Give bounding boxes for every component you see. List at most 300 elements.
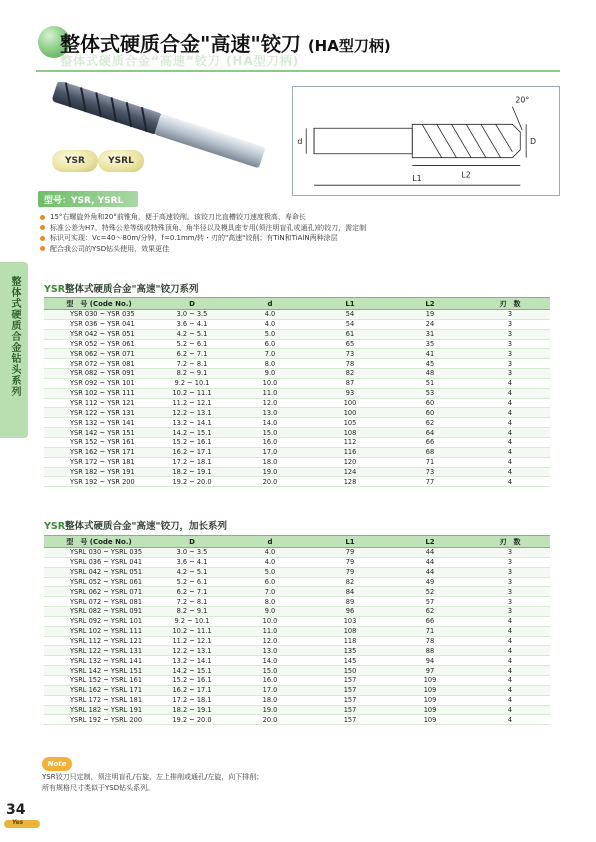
feature-list (40, 212, 560, 254)
table-cell: 116 (310, 447, 390, 457)
side-tab (0, 262, 28, 438)
table-cell: 79 (310, 548, 390, 558)
column-header: 型 号 (Code No.) (44, 536, 154, 548)
table-cell: 120 (310, 457, 390, 467)
table-cell: 62 (390, 418, 470, 428)
table-cell: 48 (390, 369, 470, 379)
table-cell: 157 (310, 685, 390, 695)
table-cell: 4.0 (230, 310, 310, 320)
table-cell: YSRL 122 ~ YSRL 131 (44, 646, 154, 656)
table-cell: 15.2 ~ 16.1 (154, 437, 230, 447)
table-cell: 10.2 ~ 11.1 (154, 388, 230, 398)
table-cell: YSRL 162 ~ YSRL 171 (44, 685, 154, 695)
page-title-sub: (HA型刀柄) (307, 37, 391, 55)
column-header: d (230, 298, 310, 310)
table-cell: 108 (310, 626, 390, 636)
table-cell: 4.0 (230, 557, 310, 567)
table-row (44, 369, 550, 379)
table-cell: YSR 142 ~ YSR 151 (44, 428, 154, 438)
table-cell: 7.2 ~ 8.1 (154, 597, 230, 607)
table-cell: 6.0 (230, 577, 310, 587)
page-number: 34 (6, 802, 26, 818)
table-cell: 79 (310, 567, 390, 577)
table-cell: 19.0 (230, 705, 310, 715)
reamer-drawing (292, 86, 560, 196)
table-cell: 12.2 ~ 13.1 (154, 646, 230, 656)
table-cell: 157 (310, 705, 390, 715)
table-cell: 6.2 ~ 7.1 (154, 587, 230, 597)
table-cell: 4 (470, 675, 550, 685)
table-cell: YSR 162 ~ YSR 171 (44, 447, 154, 457)
table-cell: 60 (390, 408, 470, 418)
table-cell: 8.2 ~ 9.1 (154, 369, 230, 379)
table-cell: 3 (470, 369, 550, 379)
table-cell: 3 (470, 577, 550, 587)
table-row (44, 418, 550, 428)
table-cell: YSRL 192 ~ YSRL 200 (44, 715, 154, 725)
table-cell: 19.2 ~ 20.0 (154, 477, 230, 487)
table-cell: 45 (390, 359, 470, 369)
table-cell: 17.0 (230, 685, 310, 695)
table-cell: 3 (470, 339, 550, 349)
notes (42, 772, 263, 794)
table-cell: 64 (390, 428, 470, 438)
table-cell: 62 (390, 607, 470, 617)
table-cell: 4 (470, 398, 550, 408)
table-row (44, 349, 550, 359)
table-cell: 31 (390, 329, 470, 339)
table-cell: 12.2 ~ 13.1 (154, 408, 230, 418)
column-header: D (154, 298, 230, 310)
table-cell: 3.6 ~ 4.1 (154, 319, 230, 329)
table-cell: 7.0 (230, 587, 310, 597)
table-row (44, 428, 550, 438)
table-cell: 89 (310, 597, 390, 607)
table-cell: 73 (310, 349, 390, 359)
table-cell: 15.0 (230, 666, 310, 676)
table-cell: 18.2 ~ 19.1 (154, 705, 230, 715)
table-cell: 17.2 ~ 18.1 (154, 695, 230, 705)
note-badge: Note (42, 757, 72, 771)
side-tab-label: 整体式硬质合金钻头系列 (9, 276, 20, 397)
table-cell: 109 (390, 695, 470, 705)
table-cell: 5.2 ~ 6.1 (154, 339, 230, 349)
column-header: L2 (390, 536, 470, 548)
table-cell: 3 (470, 319, 550, 329)
table-cell: 4 (470, 477, 550, 487)
table-cell: 4 (470, 457, 550, 467)
table-cell: 3 (470, 359, 550, 369)
table-cell: 157 (310, 695, 390, 705)
table-row (44, 359, 550, 369)
table-cell: 3 (470, 607, 550, 617)
table-cell: 57 (390, 597, 470, 607)
table-row (44, 329, 550, 339)
table-cell: YSRL 082 ~ YSRL 091 (44, 607, 154, 617)
brand-swoosh (4, 820, 40, 828)
table-cell: 35 (390, 339, 470, 349)
table-ysrl (44, 535, 550, 725)
table-cell: 14.0 (230, 656, 310, 666)
table-cell: 4 (470, 418, 550, 428)
table-row (44, 557, 550, 567)
table-cell: 6.0 (230, 339, 310, 349)
table-cell: 84 (310, 587, 390, 597)
table-cell: 4 (470, 715, 550, 725)
table-cell: 51 (390, 378, 470, 388)
table-cell: 145 (310, 656, 390, 666)
table-cell: 157 (310, 715, 390, 725)
table-row (44, 398, 550, 408)
table-cell: 13.0 (230, 646, 310, 656)
table-cell: 4 (470, 685, 550, 695)
brand-label: Yes (12, 819, 24, 826)
table-header-row (44, 536, 550, 548)
table-cell: YSR 182 ~ YSR 191 (44, 467, 154, 477)
table-cell: 4.2 ~ 5.1 (154, 567, 230, 577)
table-row (44, 685, 550, 695)
table1-title-rest: 整体式硬质合金"高速"铰刀系列 (65, 284, 199, 295)
table-cell: 10.0 (230, 378, 310, 388)
table-cell: YSRL 132 ~ YSRL 141 (44, 656, 154, 666)
table-cell: 109 (390, 675, 470, 685)
table-cell: 71 (390, 457, 470, 467)
drawing-l2-label: L2 (461, 170, 471, 180)
table-cell: 100 (310, 408, 390, 418)
table-cell: 82 (310, 577, 390, 587)
table-row (44, 408, 550, 418)
table-cell: 105 (310, 418, 390, 428)
table-cell: 16.2 ~ 17.1 (154, 685, 230, 695)
table-cell: 15.0 (230, 428, 310, 438)
table-cell: YSR 102 ~ YSR 111 (44, 388, 154, 398)
table1-title (44, 281, 198, 295)
table-cell: 54 (310, 319, 390, 329)
table-cell: 18.0 (230, 695, 310, 705)
table-cell: 87 (310, 378, 390, 388)
table-cell: 19 (390, 310, 470, 320)
table-cell: YSRL 072 ~ YSRL 081 (44, 597, 154, 607)
table-cell: 79 (310, 557, 390, 567)
table-cell: YSRL 042 ~ YSRL 051 (44, 567, 154, 577)
table-cell: YSRL 062 ~ YSRL 071 (44, 587, 154, 597)
table-cell: 41 (390, 349, 470, 359)
table-cell: 3 (470, 587, 550, 597)
table-cell: 16.0 (230, 675, 310, 685)
table-cell: 11.2 ~ 12.1 (154, 636, 230, 646)
table-cell: 44 (390, 548, 470, 558)
table-cell: 10.0 (230, 616, 310, 626)
table-cell: 4 (470, 616, 550, 626)
table-cell: 4.0 (230, 319, 310, 329)
table-row (44, 477, 550, 487)
table2-title-rest: 整体式硬质合金"高速"铰刀，加长系列 (65, 521, 227, 532)
table-cell: 3.6 ~ 4.1 (154, 557, 230, 567)
feature-item: 标准公差为H7。特殊公差等级或特殊顶角、角半径以及模具座专用(须注明盲孔或通孔)的铰刀，需定制 (40, 223, 560, 234)
table-cell: 73 (390, 467, 470, 477)
note-line: 所有规格尺寸类似于YSD钻头系列。 (42, 784, 155, 792)
table-row (44, 467, 550, 477)
table-cell: YSR 152 ~ YSR 161 (44, 437, 154, 447)
table-cell: 61 (310, 329, 390, 339)
table-cell: 6.2 ~ 7.1 (154, 349, 230, 359)
table-cell: 20.0 (230, 477, 310, 487)
table-cell: 9.0 (230, 369, 310, 379)
table-cell: 112 (310, 437, 390, 447)
table-cell: 96 (310, 607, 390, 617)
table-cell: 4 (470, 408, 550, 418)
table-cell: 68 (390, 447, 470, 457)
table-cell: 5.2 ~ 6.1 (154, 577, 230, 587)
title-shadow: 整体式硬质合金“高速”铰刀 (HA型刀柄) (60, 54, 300, 68)
table-cell: 44 (390, 567, 470, 577)
table-cell: 17.2 ~ 18.1 (154, 457, 230, 467)
table-row (44, 447, 550, 457)
model-label: 型号：YSR, YSRL (44, 196, 124, 206)
table-row (44, 715, 550, 725)
table-cell: 60 (390, 398, 470, 408)
table-row (44, 646, 550, 656)
table-row (44, 675, 550, 685)
table-cell: 97 (390, 666, 470, 676)
table-cell: 12.0 (230, 636, 310, 646)
table-cell: YSRL 102 ~ YSRL 111 (44, 626, 154, 636)
table-cell: YSRL 172 ~ YSRL 181 (44, 695, 154, 705)
table-cell: YSR 132 ~ YSR 141 (44, 418, 154, 428)
column-header: d (230, 536, 310, 548)
table-cell: YSR 030 ~ YSR 035 (44, 310, 154, 320)
table-cell: 3 (470, 310, 550, 320)
table-row (44, 705, 550, 715)
table-cell: 4 (470, 695, 550, 705)
table-cell: 9.2 ~ 10.1 (154, 616, 230, 626)
table-cell: 118 (310, 636, 390, 646)
drawing-D-label: D (530, 136, 537, 146)
table-cell: 4 (470, 646, 550, 656)
page-title-text: 整体式硬质合金"高速"铰刀 (60, 32, 301, 56)
table-row (44, 626, 550, 636)
table-row (44, 666, 550, 676)
table-cell: 3 (470, 557, 550, 567)
column-header: L2 (390, 298, 470, 310)
table-cell: 4 (470, 626, 550, 636)
table-cell: YSRL 036 ~ YSRL 041 (44, 557, 154, 567)
table-cell: 124 (310, 467, 390, 477)
table-row (44, 548, 550, 558)
tag-ysrl: YSRL (98, 150, 144, 172)
table-cell: 94 (390, 656, 470, 666)
table-cell: 3.0 ~ 3.5 (154, 548, 230, 558)
table-row (44, 656, 550, 666)
table-cell: 11.2 ~ 12.1 (154, 398, 230, 408)
table-cell: 150 (310, 666, 390, 676)
table-cell: 14.2 ~ 15.1 (154, 666, 230, 676)
feature-item: 配合我公司的YSD钻头使用，效果更佳 (40, 244, 560, 255)
table-cell: 4.0 (230, 548, 310, 558)
table-cell: 20.0 (230, 715, 310, 725)
table-cell: 3 (470, 349, 550, 359)
table-cell: 77 (390, 477, 470, 487)
note-line: YSR铰刀只定制，须注明盲孔/右旋，左上排削或通孔/左旋，向下排削； (42, 773, 264, 781)
table-row (44, 310, 550, 320)
table-cell: 44 (390, 557, 470, 567)
table-cell: YSRL 182 ~ YSRL 191 (44, 705, 154, 715)
table-cell: 4 (470, 447, 550, 457)
table-cell: 109 (390, 705, 470, 715)
table-cell: 3 (470, 548, 550, 558)
drawing-angle-label: 20° (515, 95, 530, 105)
column-header: L1 (310, 298, 390, 310)
table-cell: 13.2 ~ 14.1 (154, 418, 230, 428)
table-cell: 4 (470, 437, 550, 447)
table-row (44, 577, 550, 587)
table-cell: YSR 082 ~ YSR 091 (44, 369, 154, 379)
table-cell: 82 (310, 369, 390, 379)
table-cell: 17.0 (230, 447, 310, 457)
table-cell: 8.0 (230, 597, 310, 607)
table-cell: 135 (310, 646, 390, 656)
table-cell: 108 (310, 428, 390, 438)
table-cell: YSR 112 ~ YSR 121 (44, 398, 154, 408)
table-cell: YSR 192 ~ YSR 200 (44, 477, 154, 487)
table-cell: 3 (470, 597, 550, 607)
table-cell: 18.0 (230, 457, 310, 467)
table-cell: 78 (390, 636, 470, 646)
table-cell: YSR 036 ~ YSR 041 (44, 319, 154, 329)
table-cell: 8.2 ~ 9.1 (154, 607, 230, 617)
table-cell: 65 (310, 339, 390, 349)
table-cell: YSRL 052 ~ YSRL 061 (44, 577, 154, 587)
table-cell: 24 (390, 319, 470, 329)
table-cell: 103 (310, 616, 390, 626)
table-cell: YSR 062 ~ YSR 071 (44, 349, 154, 359)
table-cell: YSR 052 ~ YSR 061 (44, 339, 154, 349)
column-header: 型 号 (Code No.) (44, 298, 154, 310)
table-cell: YSRL 112 ~ YSRL 121 (44, 636, 154, 646)
table-row (44, 388, 550, 398)
table-cell: 66 (390, 616, 470, 626)
table-cell: 3 (470, 329, 550, 339)
table-row (44, 567, 550, 577)
table-cell: 18.2 ~ 19.1 (154, 467, 230, 477)
table-row (44, 616, 550, 626)
table-cell: 100 (310, 398, 390, 408)
table-row (44, 457, 550, 467)
drawing-l1-label: L1 (412, 174, 422, 184)
table-row (44, 339, 550, 349)
table-cell: 54 (310, 310, 390, 320)
table-cell: 78 (310, 359, 390, 369)
table-cell: YSRL 030 ~ YSRL 035 (44, 548, 154, 558)
table-row (44, 695, 550, 705)
table-cell: 71 (390, 626, 470, 636)
table-cell: YSR 122 ~ YSR 131 (44, 408, 154, 418)
table-cell: 14.2 ~ 15.1 (154, 428, 230, 438)
tag-ysr: YSR (52, 150, 98, 172)
column-header: D (154, 536, 230, 548)
table1-title-prefix: YSR (44, 284, 66, 295)
table-cell: 5.0 (230, 329, 310, 339)
table-cell: 4 (470, 428, 550, 438)
table-cell: 4.2 ~ 5.1 (154, 329, 230, 339)
column-header: 刃 数 (470, 536, 550, 548)
table-cell: 157 (310, 675, 390, 685)
table-cell: 11.0 (230, 388, 310, 398)
table-cell: YSRL 142 ~ YSRL 151 (44, 666, 154, 676)
table-row (44, 437, 550, 447)
table-cell: 19.0 (230, 467, 310, 477)
table-cell: 16.2 ~ 17.1 (154, 447, 230, 457)
table-cell: 13.2 ~ 14.1 (154, 656, 230, 666)
table-cell: 5.0 (230, 567, 310, 577)
table-cell: 49 (390, 577, 470, 587)
table-cell: 66 (390, 437, 470, 447)
table-cell: YSRL 152 ~ YSRL 161 (44, 675, 154, 685)
table-row (44, 636, 550, 646)
table-cell: 16.0 (230, 437, 310, 447)
table-cell: 8.0 (230, 359, 310, 369)
table-header-row (44, 298, 550, 310)
table-row (44, 319, 550, 329)
table-cell: 4 (470, 666, 550, 676)
table-cell: 93 (310, 388, 390, 398)
table-row (44, 587, 550, 597)
table-cell: 9.2 ~ 10.1 (154, 378, 230, 388)
table-cell: 4 (470, 378, 550, 388)
table-cell: 4 (470, 388, 550, 398)
feature-item: 15°右螺旋外角和20°前锥角，便于高速铰削。该铰刀比直槽铰刀速度极高、寿命长 (40, 212, 560, 223)
feature-item: 标识可实现：Vc=40～80m/分钟，f=0.1mm/转・刃的"高速"铰削；有TiN和TiAlN两种涂层 (40, 233, 560, 244)
table-cell: 9.0 (230, 607, 310, 617)
table-cell: 4 (470, 705, 550, 715)
table-cell: 4 (470, 467, 550, 477)
table-cell: 15.2 ~ 16.1 (154, 675, 230, 685)
table-cell: 13.0 (230, 408, 310, 418)
table-cell: 12.0 (230, 398, 310, 408)
table-cell: 109 (390, 685, 470, 695)
table-cell: 7.0 (230, 349, 310, 359)
table-cell: YSR 172 ~ YSR 181 (44, 457, 154, 467)
table-cell: 53 (390, 388, 470, 398)
drawing-d-label: d (297, 136, 303, 146)
table-row (44, 378, 550, 388)
table-cell: 10.2 ~ 11.1 (154, 626, 230, 636)
column-header: 刃 数 (470, 298, 550, 310)
table2-title-prefix: YSR (44, 521, 66, 532)
table-cell: YSR 072 ~ YSR 081 (44, 359, 154, 369)
table-cell: 3 (470, 567, 550, 577)
table2-title (44, 518, 227, 532)
table-cell: 14.0 (230, 418, 310, 428)
table-cell: 52 (390, 587, 470, 597)
table-cell: 4 (470, 636, 550, 646)
table-cell: YSR 092 ~ YSR 101 (44, 378, 154, 388)
table-cell: 3.0 ~ 3.5 (154, 310, 230, 320)
table-row (44, 607, 550, 617)
table-cell: 4 (470, 656, 550, 666)
table-row (44, 597, 550, 607)
model-label-bar (38, 191, 138, 207)
table-ysr (44, 297, 550, 487)
table-cell: 128 (310, 477, 390, 487)
table-cell: 19.2 ~ 20.0 (154, 715, 230, 725)
table-cell: YSR 042 ~ YSR 051 (44, 329, 154, 339)
title-rule (36, 70, 560, 72)
table-cell: 88 (390, 646, 470, 656)
table-cell: YSRL 092 ~ YSRL 101 (44, 616, 154, 626)
table-cell: 109 (390, 715, 470, 725)
table-cell: 7.2 ~ 8.1 (154, 359, 230, 369)
